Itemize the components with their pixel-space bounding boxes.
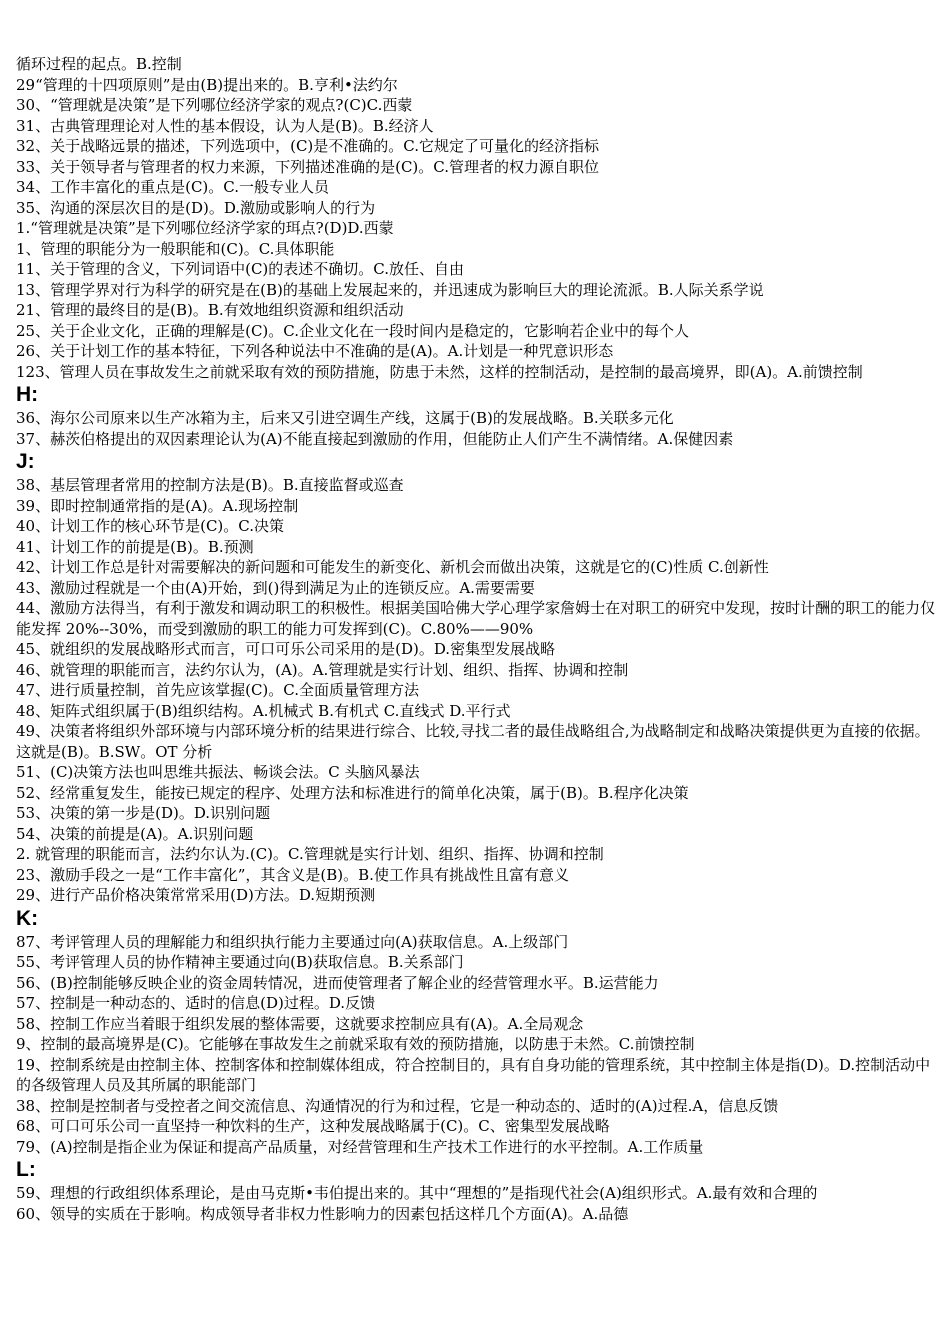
question-line: 44、激励方法得当，有利于激发和调动职工的积极性。根据美国哈佛大学心理学家詹姆士在对职工的研究中发现，按时计酬的职工的能力仅能发挥 20%--30%，而受到激励的职工的能力可发挥到(C)。C.80%——90% (16, 599, 936, 638)
question-line: 38、控制是控制者与受控者之间交流信息、沟通情况的行为和过程，它是一种动态的、适时的(A)过程.A，信息反馈 (16, 1096, 779, 1115)
question-line: 54、决策的前提是(A)。A.识别问题 (16, 824, 254, 843)
question-line: 48、矩阵式组织属于(B)组织结构。A.机械式 B.有机式 C.直线式 D.平行式 (16, 701, 511, 720)
question-line: 循环过程的起点。B.控制 (16, 55, 182, 73)
question-line: 42、计划工作总是针对需要解决的新问题和可能发生的新变化、新机会而做出决策，这就是它的(C)性质 C.创新性 (16, 558, 769, 576)
question-line: 68、可口可乐公司一直坚持一种饮料的生产，这种发展战略属于(C)。C、密集型发展战略 (16, 1117, 610, 1135)
question-line: 13、管理学界对行为科学的研究是在(B)的基础上发展起来的，并迅速成为影响巨大的理论流派。B.人际关系学说 (16, 280, 764, 299)
question-line: 43、激励过程就是一个由(A)开始，到()得到满足为止的连锁反应。A.需要需要 (16, 578, 535, 597)
question-line: 51、(C)决策方法也叫思维共振法、畅谈会法。C 头脑风暴法 (16, 763, 420, 781)
section-heading: H: (16, 383, 39, 406)
question-line: 47、进行质量控制，首先应该掌握(C)。C.全面质量管理方法 (16, 681, 419, 699)
question-line: 38、基层管理者常用的控制方法是(B)。B.直接监督或巡查 (16, 476, 404, 494)
section-heading: K: (16, 906, 39, 930)
question-line: 79、(A)控制是指企业为保证和提高产品质量，对经营管理和生产技术工作进行的水平控制。A.工作质量 (16, 1137, 704, 1156)
question-line: 11、关于管理的含义，下列词语中(C)的表述不确切。C.放任、自由 (16, 260, 464, 278)
question-line: 55、考评管理人员的协作精神主要通过向(B)获取信息。B.关系部门 (16, 953, 464, 971)
question-line: 19、控制系统是由控制主体、控制客体和控制媒体组成，符合控制目的，具有自身功能的管理系统，其中控制主体是指(D)。D.控制活动中的各级管理人员及其所属的职能部门 (16, 1055, 931, 1094)
question-line: 26、关于计划工作的基本特征，下列各种说法中不准确的是(A)。A.计划是一种咒意识形态 (16, 342, 614, 360)
question-line: 33、关于领导者与管理者的权力来源，下列描述准确的是(C)。C.管理者的权力源自职位 (16, 157, 599, 176)
question-line: 23、激励手段之一是“工作丰富化”，其含义是(B)。B.使工作具有挑战性且富有意义 (16, 865, 569, 884)
question-line: 37、赫茨伯格提出的双因素理论认为(A)不能直接起到激励的作用，但能防止人们产生不满情绪。A.保健因素 (16, 429, 734, 448)
question-line: 29“管理的十四项原则”是由(B)提出来的。B.亨利•法约尔 (16, 75, 398, 94)
question-line: 30、“管理就是决策”是下列哪位经济学家的观点?(C)C.西蒙 (16, 96, 413, 114)
question-line: 1.“管理就是决策”是下列哪位经济学家的珥点?(D)D.西蒙 (16, 219, 394, 237)
question-line: 25、关于企业文化，正确的理解是(C)。C.企业文化在一段时间内是稳定的，它影响若企业中的每个人 (16, 321, 689, 340)
question-line: 53、决策的第一步是(D)。D.识别问题 (16, 804, 271, 822)
question-line: 40、计划工作的核心环节是(C)。C.决策 (16, 517, 284, 535)
question-line: 52、经常重复发生，能按已规定的程序、处理方法和标准进行的简单化决策，属于(B)。B.程序化决策 (16, 783, 689, 802)
question-line: 34、工作丰富化的重点是(C)。C.一般专业人员 (16, 178, 329, 196)
question-line: 56、(B)控制能够反映企业的资金周转情况，进而使管理者了解企业的经营管理水平。B.运营能力 (16, 973, 659, 992)
question-line: 45、就组织的发展战略形式而言，可口可乐公司采用的是(D)。D.密集型发展战略 (16, 640, 556, 658)
question-line: 35、沟通的深层次目的是(D)。D.激励或影响人的行为 (16, 198, 376, 217)
question-line: 9、控制的最高境界是(C)。它能够在事故发生之前就采取有效的预防措施，以防患于未然。C.前馈控制 (16, 1035, 695, 1053)
question-line: 58、控制工作应当着眼于组织发展的整体需要，这就要求控制应具有(A)。A.全局观念 (16, 1014, 584, 1033)
question-line: 87、考评管理人员的理解能力和组织执行能力主要通过向(A)获取信息。A.上级部门 (16, 932, 569, 951)
question-line: 60、领导的实质在于影响。构成领导者非权力性影响力的因素包括这样几个方面(A)。A.品德 (16, 1204, 629, 1223)
question-line: 2. 就管理的职能而言，法约尔认为.(C)。C.管理就是实行计划、组织、指挥、协调和控制 (16, 845, 604, 863)
question-line: 32、关于战略远景的描述，下列选项中，(C)是不准确的。C.它规定了可量化的经济指标 (16, 137, 599, 155)
question-line: 21、管理的最终目的是(B)。B.有效地组织资源和组织活动 (16, 301, 404, 319)
question-line: 1、管理的职能分为一般职能和(C)。C.具体职能 (16, 239, 335, 258)
question-line: 31、古典管理理论对人性的基本假设，认为人是(B)。B.经济人 (16, 116, 434, 135)
question-line: 36、海尔公司原来以生产冰箱为主，后来又引进空调生产线，这属于(B)的发展战略。B.关联多元化 (16, 409, 674, 427)
question-line: 39、即时控制通常指的是(A)。A.现场控制 (16, 496, 299, 515)
question-line: 59、理想的行政组织体系理论，是由马克斯•韦伯提出来的。其中“理想的”是指现代社会(A)组织形式。A.最有效和合理的 (16, 1184, 818, 1202)
question-line: 29、进行产品价格决策常常采用(D)方法。D.短期预测 (16, 886, 376, 904)
section-heading: J: (16, 450, 35, 473)
question-line: 57、控制是一种动态的、适时的信息(D)过程。D.反馈 (16, 994, 376, 1012)
question-line: 49、决策者将组织外部环境与内部环境分析的结果进行综合、比较,寻找二者的最佳战略组合,为战略制定和战略决策提供更为直接的依据。这就是(B)。B.SW。OT 分析 (16, 722, 930, 761)
question-line: 41、计划工作的前提是(B)。B.预测 (16, 537, 254, 556)
question-line: 123、管理人员在事故发生之前就采取有效的预防措施，防患于未然，这样的控制活动，是控制的最高境界，即(A)。A.前馈控制 (16, 362, 863, 381)
question-line: 46、就管理的职能而言，法约尔认为，(A)。A.管理就是实行计划、组织、指挥、协调和控制 (16, 660, 629, 679)
section-heading: L: (16, 1158, 36, 1181)
